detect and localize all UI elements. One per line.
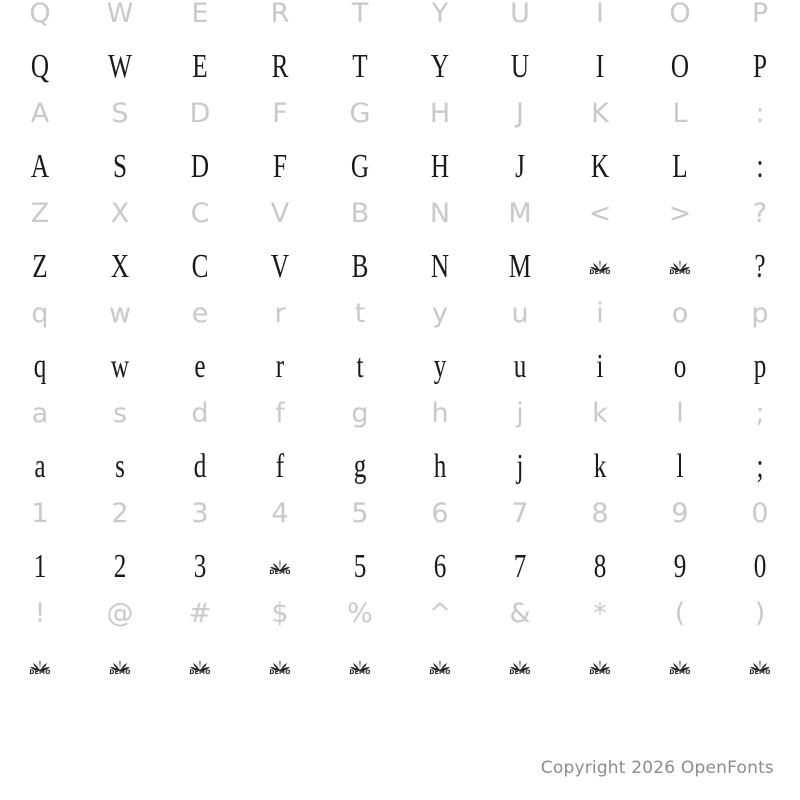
glyph-cell-demo [560,250,640,284]
glyph-cell: k [593,448,607,485]
glyph-cell-demo [240,550,320,584]
glyph-cell-demo [320,650,400,684]
glyph-cell: Z [32,248,48,285]
glyph-cell: q [33,348,47,385]
floral-demo-icon [749,659,771,681]
glyph-cell: o [671,298,689,329]
demo-mark-label: DEMO [669,669,691,676]
glyph-cell: F [272,98,288,129]
glyph-cell: ; [756,448,764,485]
glyph-cell: a [31,398,49,429]
glyph-cell-demo [240,650,320,684]
demo-mark-label: DEMO [509,669,531,676]
glyph-cell: X [110,248,130,285]
floral-demo-icon [349,659,371,681]
glyph-cell: T [352,48,368,85]
glyph-cell: F [272,148,287,185]
glyph-cell: d [193,448,207,485]
glyph-cell: S [111,98,129,129]
glyph-cell: 1 [33,548,47,585]
floral-demo-icon [109,659,131,681]
glyph-cell-demo [400,650,480,684]
glyph-cell: ? [752,198,768,229]
floral-demo-icon [669,259,691,281]
glyph-cell: > [668,198,692,229]
glyph-cell: Y [431,0,449,29]
glyph-cell: M [508,248,532,285]
specimen-row [0,150,800,200]
specimen-row [0,350,800,400]
glyph-cell: f [275,448,285,485]
glyph-cell: R [271,48,289,85]
floral-demo-icon [269,559,291,581]
glyph-cell: a [34,448,46,485]
glyph-cell: : [755,98,765,129]
floral-demo-icon [509,659,531,681]
glyph-cell-demo [560,650,640,684]
glyph-cell-demo [80,650,160,684]
glyph-cell: i [596,348,604,385]
demo-mark-label: DEMO [349,669,371,676]
glyph-cell: T [351,0,369,29]
glyph-cell: C [191,248,209,285]
glyph-cell: ) [754,598,766,629]
glyph-cell: H [430,148,450,185]
glyph-cell: d [191,398,209,429]
glyph-cell: J [516,98,524,129]
reference-row [0,100,800,150]
glyph-cell: G [349,98,371,129]
glyph-cell: $ [271,598,289,629]
glyph-cell: A [30,148,50,185]
glyph-cell: y [433,348,447,385]
glyph-cell: l [676,448,684,485]
glyph-cell: D [189,98,211,129]
glyph-cell: k [592,398,608,429]
reference-row [0,400,800,450]
glyph-cell: & [509,598,531,629]
glyph-cell: I [595,48,605,85]
glyph-cell: U [510,48,530,85]
glyph-cell: J [515,148,525,185]
reference-row [0,0,800,50]
glyph-cell: P [751,0,769,29]
glyph-cell: o [673,348,687,385]
glyph-cell: 3 [193,548,207,585]
glyph-cell: ; [755,398,765,429]
glyph-cell: I [596,0,604,29]
glyph-cell: j [516,398,524,429]
glyph-cell: l [676,398,684,429]
glyph-cell-demo [640,250,720,284]
glyph-cell: 2 [113,548,127,585]
glyph-cell: E [191,0,209,29]
glyph-cell: Q [30,48,50,85]
glyph-cell: ! [34,598,46,629]
specimen-row [0,650,800,700]
reference-row [0,500,800,550]
glyph-cell: @ [106,598,134,629]
glyph-cell: 3 [191,498,209,529]
glyph-cell: r [274,298,286,329]
glyph-cell: r [275,348,285,385]
glyph-cell: e [194,348,206,385]
glyph-cell: y [432,298,448,329]
glyph-cell: H [429,98,451,129]
glyph-cell: A [30,98,50,129]
glyph-cell: 1 [31,498,49,529]
glyph-cell: 8 [593,548,607,585]
glyph-cell: ( [674,598,686,629]
glyph-cell: f [275,398,285,429]
demo-mark-label: DEMO [29,669,51,676]
glyph-cell: 5 [353,548,367,585]
glyph-cell: s [112,398,128,429]
glyph-cell: j [516,448,524,485]
reference-row [0,200,800,250]
glyph-cell: Y [430,48,450,85]
glyph-cell: 9 [673,548,687,585]
glyph-cell-demo [640,650,720,684]
copyright-footer: Copyright 2026 OpenFonts [540,758,774,778]
glyph-cell: w [108,298,132,329]
demo-mark-label: DEMO [429,669,451,676]
glyph-cell: p [753,348,767,385]
specimen-row [0,550,800,600]
glyph-cell: 6 [431,498,449,529]
demo-mark-label: DEMO [589,269,611,276]
glyph-cell: q [31,298,49,329]
glyph-cell-demo [480,650,560,684]
glyph-cell: g [351,398,369,429]
glyph-cell-demo [0,650,80,684]
glyph-cell: E [192,48,208,85]
glyph-cell: 7 [513,548,527,585]
glyph-cell: V [270,248,290,285]
reference-row [0,600,800,650]
glyph-cell: N [429,198,451,229]
floral-demo-icon [429,659,451,681]
glyph-cell: 4 [271,498,289,529]
glyph-cell: O [670,48,690,85]
glyph-cell: e [191,298,209,329]
demo-mark-label: DEMO [269,569,291,576]
glyph-cell: < [588,198,612,229]
glyph-cell: 2 [111,498,129,529]
glyph-cell: W [108,48,132,85]
glyph-cell: # [188,598,212,629]
glyph-cell: B [351,248,369,285]
reference-row [0,300,800,350]
glyph-cell: R [270,0,290,29]
floral-demo-icon [189,659,211,681]
glyph-cell: P [752,48,767,85]
glyph-cell: Q [29,0,51,29]
glyph-cell: G [350,148,370,185]
glyph-cell-demo [160,650,240,684]
glyph-cell: 0 [753,548,767,585]
glyph-cell: i [596,298,604,329]
glyph-cell: h [431,398,449,429]
glyph-cell: U [510,0,530,29]
glyph-cell: M [508,198,532,229]
glyph-cell: 0 [751,498,769,529]
floral-demo-icon [589,659,611,681]
floral-demo-icon [589,259,611,281]
glyph-cell: O [669,0,691,29]
glyph-cell: C [190,198,210,229]
demo-mark-label: DEMO [749,669,771,676]
glyph-cell: Z [30,198,50,229]
glyph-cell: s [115,448,125,485]
demo-mark-label: DEMO [269,669,291,676]
glyph-cell: K [591,98,609,129]
glyph-cell: L [672,98,688,129]
glyph-cell: X [110,198,130,229]
glyph-cell: t [354,298,366,329]
glyph-cell: h [433,448,447,485]
glyph-cell: W [106,0,134,29]
glyph-cell: ^ [428,598,452,629]
glyph-cell: g [353,448,367,485]
glyph-cell: V [270,198,290,229]
glyph-cell: 9 [671,498,689,529]
specimen-row [0,450,800,500]
glyph-cell: ? [754,248,766,285]
glyph-cell: w [110,348,130,385]
glyph-cell: L [672,148,688,185]
glyph-cell: 7 [511,498,529,529]
glyph-cell: * [593,598,607,629]
glyph-cell: 5 [351,498,369,529]
demo-mark-label: DEMO [189,669,211,676]
glyph-cell: 8 [591,498,609,529]
demo-mark-label: DEMO [589,669,611,676]
floral-demo-icon [29,659,51,681]
glyph-cell-demo [720,650,800,684]
glyph-cell: B [350,198,370,229]
glyph-cell: u [513,348,527,385]
demo-mark-label: DEMO [109,669,131,676]
specimen-row [0,250,800,300]
glyph-cell: p [751,298,769,329]
glyph-cell: % [347,598,373,629]
floral-demo-icon [269,659,291,681]
glyph-cell: t [356,348,364,385]
glyph-cell: S [112,148,127,185]
glyph-cell: K [590,148,610,185]
demo-mark-label: DEMO [669,269,691,276]
glyph-cell: N [430,248,450,285]
glyph-cell: : [756,148,764,185]
glyph-cell: D [190,148,210,185]
floral-demo-icon [669,659,691,681]
glyph-cell: 6 [433,548,447,585]
glyph-cell: u [511,298,529,329]
specimen-row [0,50,800,100]
